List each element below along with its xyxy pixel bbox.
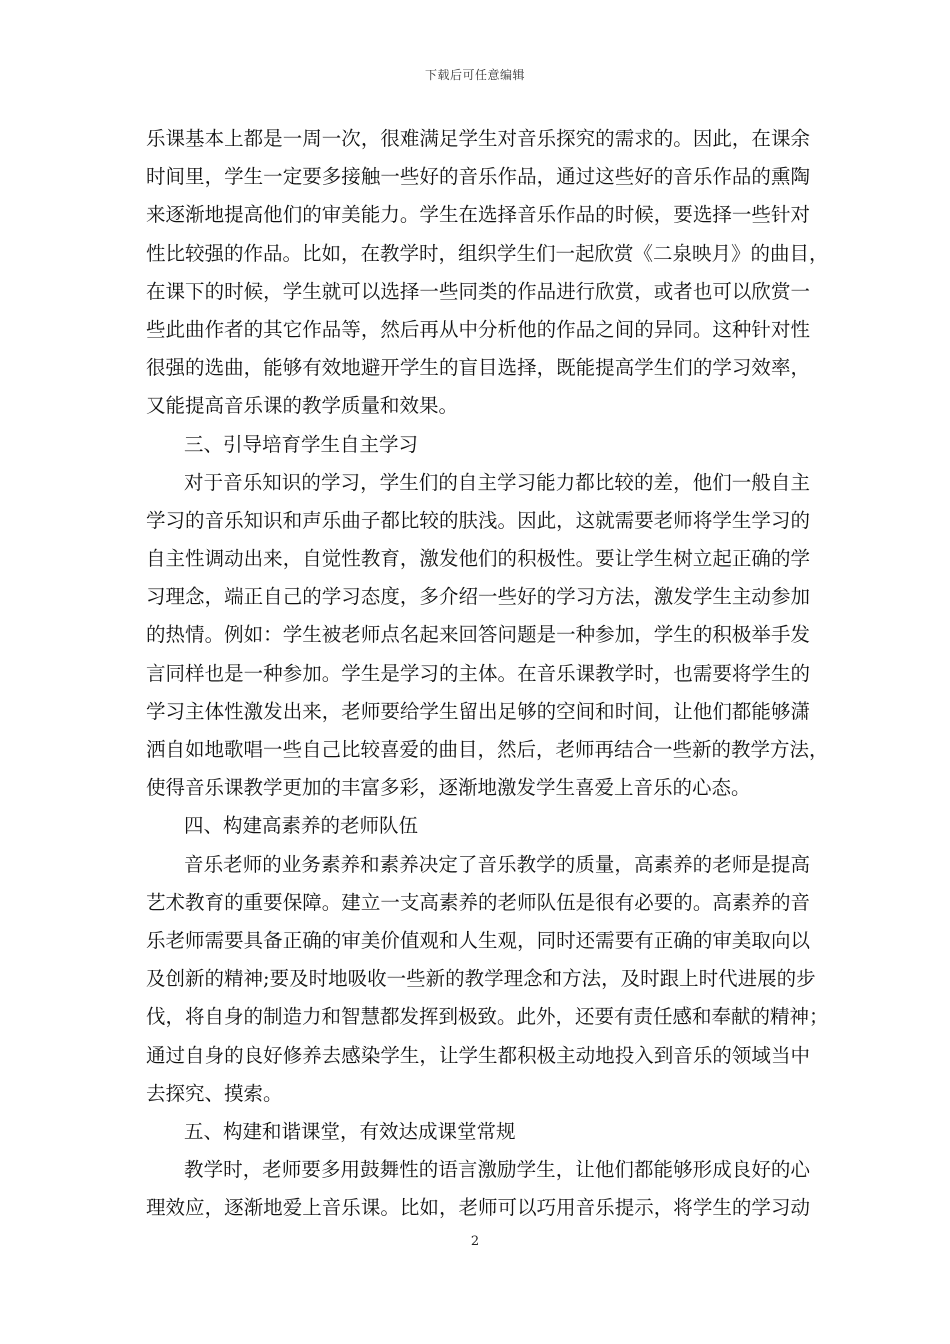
text-line: 来逐渐地提高他们的审美能力。学生在选择音乐作品的时候，要选择一些针对: [146, 203, 810, 227]
text-line: 言同样也是一种参加。学生是学习的主体。在音乐课教学时，也需要将学生的: [146, 661, 810, 685]
text-line: 使得音乐课教学更加的丰富多彩，逐渐地激发学生喜爱上音乐的心态。: [146, 776, 751, 800]
text-line: 理效应，逐渐地爱上音乐课。比如，老师可以巧用音乐提示，将学生的学习动: [146, 1196, 810, 1220]
text-line: 乐老师需要具备正确的审美价值观和人生观，同时还需要有正确的审美取向以: [146, 928, 810, 952]
text-line: 时间里，学生一定要多接触一些好的音乐作品，通过这些好的音乐作品的熏陶: [146, 165, 810, 189]
text-line: 乐课基本上都是一周一次，很难满足学生对音乐探究的需求的。因此，在课余: [146, 127, 810, 150]
text-line: 性比较强的作品。比如，在教学时，组织学生们一起欣赏《二泉映月》的曲目，: [146, 241, 829, 265]
text-line: 的热情。例如：学生被老师点名起来回答问题是一种参加，学生的积极举手发: [146, 623, 810, 647]
text-line: 些此曲作者的其它作品等，然后再从中分析他的作品之间的异同。这种针对性: [146, 317, 810, 341]
text-line: 通过自身的良好修养去感染学生，让学生都积极主动地投入到音乐的领域当中: [146, 1043, 810, 1067]
page-header: 下载后可任意编辑: [424, 68, 525, 82]
page-number: 2: [470, 1234, 480, 1249]
text-line: 教学时，老师要多用鼓舞性的语言激励学生，让他们都能够形成良好的心: [184, 1158, 810, 1182]
text-line: 洒自如地歌唱一些自己比较喜爱的曲目，然后，老师再结合一些新的教学方法，: [146, 738, 829, 761]
text-line: 自主性调动出来，自觉性教育，激发他们的积极性。要让学生树立起正确的学: [146, 547, 810, 571]
text-line: 去探究、摸索。: [146, 1081, 283, 1105]
text-line: 学习主体性激发出来，老师要给学生留出足够的空间和时间，让他们都能够潇: [146, 699, 810, 723]
text-line: 学习的音乐知识和声乐曲子都比较的肤浅。因此，这就需要老师将学生学习的: [146, 508, 810, 532]
text-line: 又能提高音乐课的教学质量和效果。: [146, 394, 459, 418]
text-line: 及创新的精神;要及时地吸收一些新的教学理念和方法，及时跟上时代进展的步: [146, 967, 816, 991]
section-heading: 四、构建高素养的老师队伍: [184, 814, 419, 838]
text-line: 艺术教育的重要保障。建立一支高素养的老师队伍是很有必要的。高素养的音: [146, 890, 810, 914]
text-line: 对于音乐知识的学习，学生们的自主学习能力都比较的差，他们一般自主: [184, 470, 810, 494]
section-heading: 三、引导培育学生自主学习: [184, 432, 419, 456]
section-heading: 五、构建和谐课堂，有效达成课堂常规: [184, 1119, 516, 1143]
text-line: 很强的选曲，能够有效地避开学生的盲目选择，既能提高学生们的学习效率，: [146, 356, 810, 380]
text-line: 音乐老师的业务素养和素养决定了音乐教学的质量，高素养的老师是提高: [184, 852, 810, 876]
document-body: [146, 120, 829, 1227]
text-line: 在课下的时候，学生就可以选择一些同类的作品进行欣赏，或者也可以欣赏一: [146, 279, 810, 303]
text-line: 习理念，端正自己的学习态度，多介绍一些好的学习方法，激发学生主动参加: [146, 585, 810, 609]
text-line: 伐，将自身的制造力和智慧都发挥到极致。此外，还要有责任感和奉献的精神；: [146, 1005, 829, 1029]
